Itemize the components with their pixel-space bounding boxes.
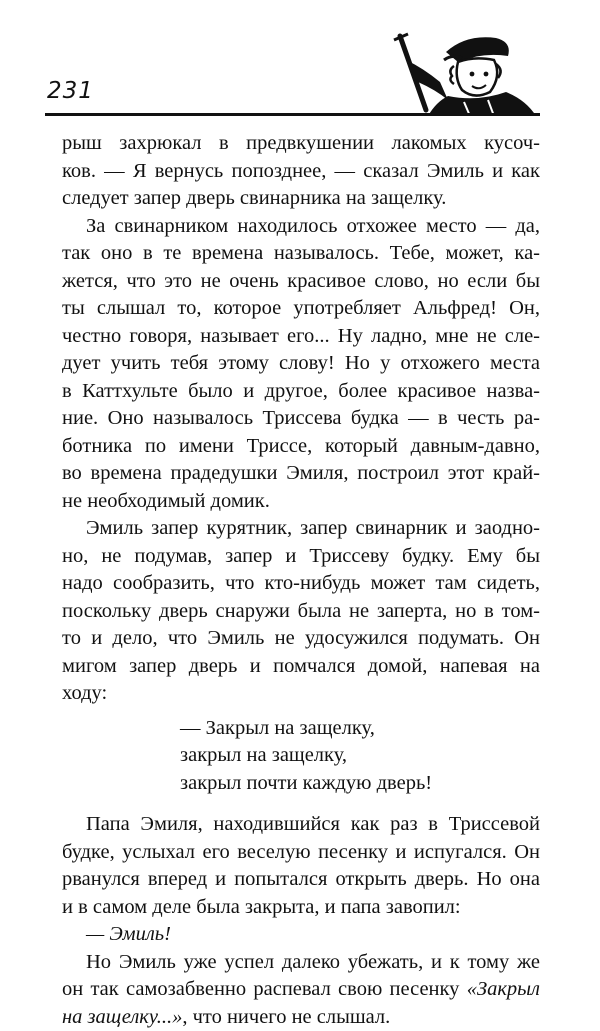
exclamation-line <box>62 921 540 949</box>
text-line: ты слышал то, которое употребляет Альфред! Он, <box>62 295 540 323</box>
text-line: и в самом деле была закрыта, и папа завопил: <box>62 894 540 922</box>
verse-line: — Закрыл на защелку, <box>180 715 540 743</box>
text-line: Папа Эмиля, находившийся как раз в Триссевой <box>62 811 540 839</box>
text-line: жется, что это не очень красивое слово, но если бы <box>62 268 540 296</box>
song-title-quote: «Закрыл <box>467 978 540 1000</box>
boy-with-rolling-pin-illustration <box>378 30 543 116</box>
text-line <box>62 976 540 1004</box>
text-line: ние. Оно называлось Триссева будка — в честь ра- <box>62 405 540 433</box>
paragraph-4 <box>62 811 540 921</box>
paragraph-1 <box>62 130 540 213</box>
header-rule <box>45 113 540 116</box>
text-line: Но Эмиль уже успел далеко убежать, и к тому же <box>62 949 540 977</box>
text-line: честно говоря, называет его... Ну ладно, мне не сле- <box>62 323 540 351</box>
text-line: рыш захрюкал в предвкушении лакомых кусоч- <box>62 130 540 158</box>
verse-line: закрыл почти каждую дверь! <box>180 770 540 798</box>
text-line <box>62 1004 540 1031</box>
text-line: то и дело, что Эмиль не удосужился подумать. Он <box>62 625 540 653</box>
paragraph-2 <box>62 213 540 516</box>
text-segment: , что ничего не слышал. <box>182 1006 390 1028</box>
text-line: ков. — Я вернусь попозднее, — сказал Эмиль и как <box>62 158 540 186</box>
text-line: не необходимый домик. <box>62 488 540 516</box>
page-text <box>62 130 540 1031</box>
paragraph-3 <box>62 515 540 708</box>
text-line: поскольку дверь снаружи была не заперта, но в том- <box>62 598 540 626</box>
paragraph-5 <box>62 949 540 1031</box>
song-verse <box>180 715 540 798</box>
text-line: но, не подумав, запер и Триссеву будку. Ему бы <box>62 543 540 571</box>
text-line: во времена прадедушки Эмиля, построил этот край- <box>62 460 540 488</box>
text-line: ботника по имени Триссе, который давным-давно, <box>62 433 540 461</box>
text-line: будке, услыхал его веселую песенку и испугался. Он <box>62 839 540 867</box>
text-line: следует запер дверь свинарника на защелку. <box>62 185 540 213</box>
exclamation-text: — Эмиль! <box>62 921 540 949</box>
text-line: в Каттхульте было и другое, более красивое назва- <box>62 378 540 406</box>
verse-line: закрыл на защелку, <box>180 742 540 770</box>
text-line: дует учить тебя этому слову! Но у отхожего места <box>62 350 540 378</box>
text-line: мигом запер дверь и помчался домой, напевая на <box>62 653 540 681</box>
text-line: рванулся вперед и попытался открыть дверь. Но она <box>62 866 540 894</box>
text-line: Эмиль запер курятник, запер свинарник и заодно- <box>62 515 540 543</box>
text-line: ходу: <box>62 680 540 708</box>
text-line: За свинарником находилось отхожее место — да, <box>62 213 540 241</box>
text-line: надо сообразить, что кто-нибудь может там сидеть, <box>62 570 540 598</box>
song-title-quote: на защелку...» <box>62 1006 182 1028</box>
page-header <box>0 0 600 130</box>
text-line: так оно в те времена называлось. Тебе, может, ка- <box>62 240 540 268</box>
text-segment: он так самозабвенно распевал свою песенку <box>62 978 467 1000</box>
page-number: 231 <box>47 80 94 103</box>
